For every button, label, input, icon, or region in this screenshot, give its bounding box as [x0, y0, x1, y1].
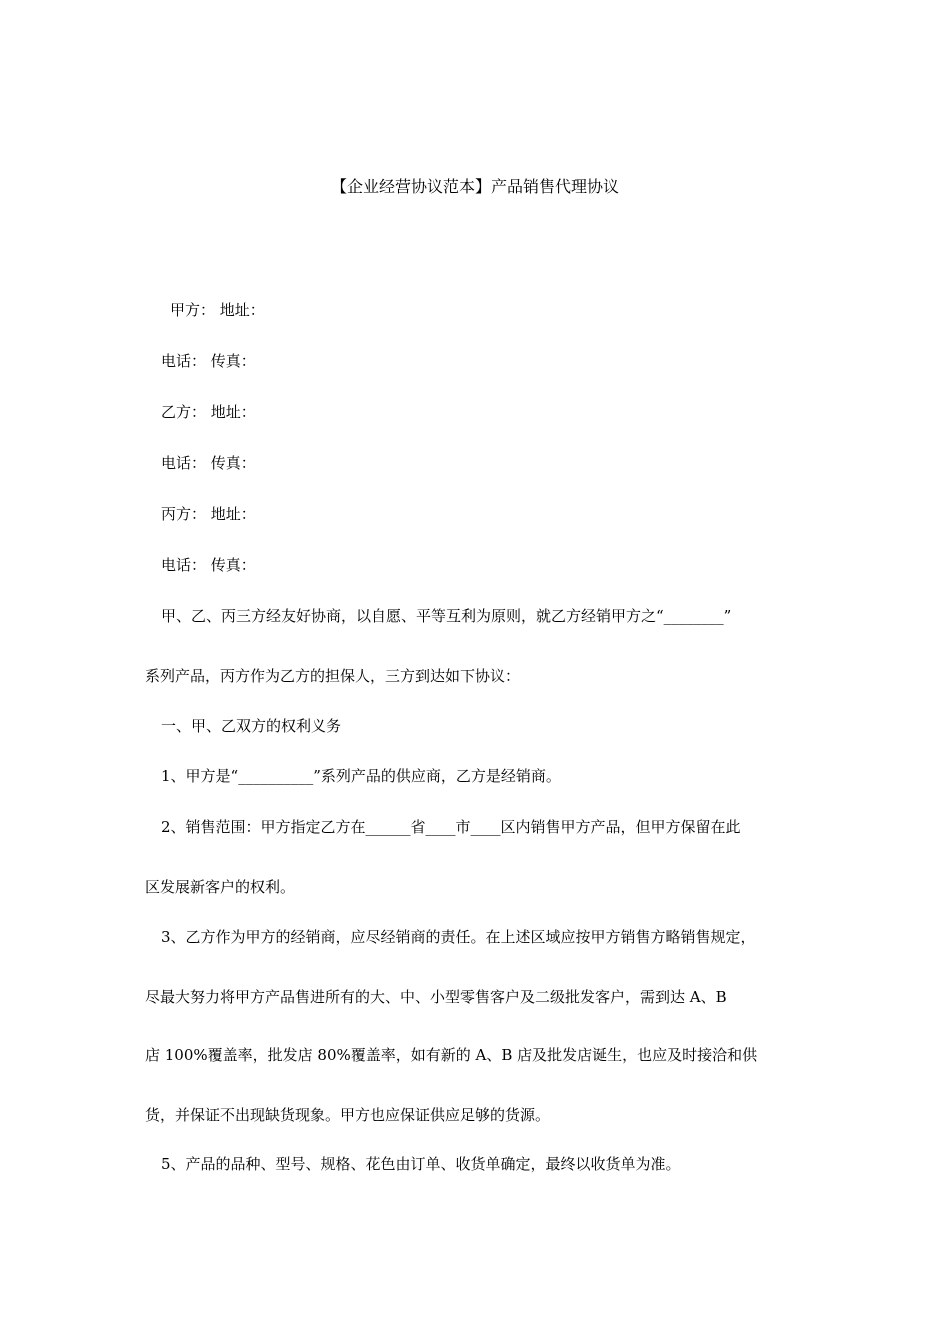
clause-2-line-1: 2、销售范围：甲方指定乙方在______省____市____区内销售甲方产品，但甲方保留在此 [161, 818, 741, 836]
intro-paragraph-line-2: 系列产品，丙方作为乙方的担保人，三方到达如下协议： [145, 667, 521, 685]
party-b-address-line: 乙方： 地址： [161, 403, 256, 421]
section-heading-1: 一、甲、乙双方的权利义务 [161, 717, 342, 735]
clause-3-line-4: 货，并保证不出现缺货现象。甲方也应保证供应足够的货源。 [145, 1106, 551, 1124]
party-a-phone-line: 电话： 传真： [161, 352, 256, 370]
clause-1: 1、甲方是“__________”系列产品的供应商，乙方是经销商。 [161, 767, 561, 785]
clause-3-line-3: 店 100%覆盖率，批发店 80%覆盖率，如有新的 A、B 店及批发店诞生，也应及时接洽和供 [145, 1046, 758, 1064]
party-c-address-line: 丙方： 地址： [161, 505, 256, 523]
party-c-phone-line: 电话： 传真： [161, 556, 256, 574]
clause-5: 5、产品的品种、型号、规格、花色由订单、收货单确定，最终以收货单为准。 [161, 1155, 681, 1173]
document-title: 【企业经营协议范本】产品销售代理协议 [330, 177, 619, 196]
clause-3-line-1: 3、乙方作为甲方的经销商，应尽经销商的责任。在上述区域应按甲方销售方略销售规定， [161, 928, 756, 946]
intro-paragraph-line-1: 甲、乙、丙三方经友好协商，以自愿、平等互利为原则，就乙方经销甲方之“________” [161, 607, 732, 625]
clause-2-line-2: 区发展新客户的权利。 [145, 878, 296, 896]
party-b-phone-line: 电话： 传真： [161, 454, 256, 472]
party-a-address-line: 甲方： 地址： [170, 301, 265, 319]
clause-3-line-2: 尽最大努力将甲方产品售进所有的大、中、小型零售客户及二级批发客户，需到达 A、B [145, 988, 727, 1006]
